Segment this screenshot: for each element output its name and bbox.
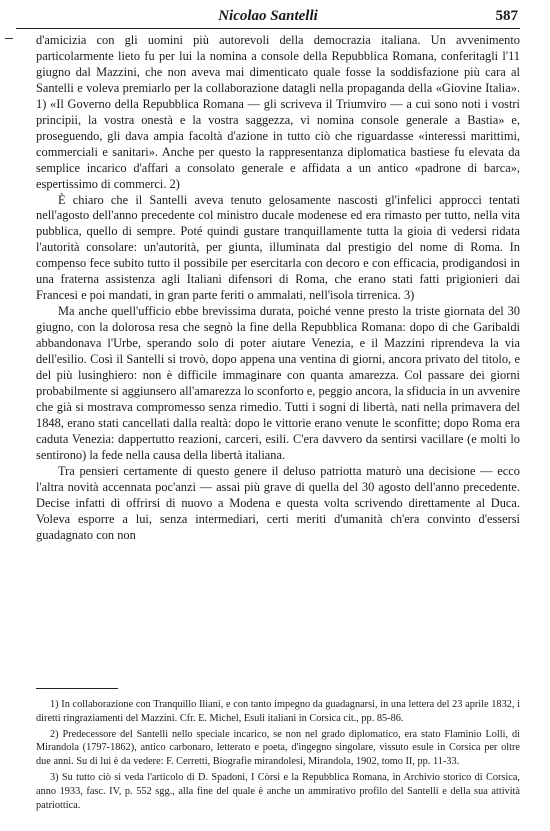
footnote: 3) Su tutto ciò si veda l'articolo di D. Spadoni, I Còrsi e la Repubblica Romana, in Archivio storico di Corsica, anno 1933, fasc. IV, p. 552 sgg., alla fine del quale è anche un ammirativo profilo del Santelli e della sua attività patriottica. [36, 771, 520, 811]
paragraph: Tra pensieri certamente di questo genere il deluso patriotta maturò una decisione — ecco l'altra novità accennata poc'anzi — assai più grave di quella del 30 agosto dell'anno precedente. Decise infatti di offrirsi di nuovo a Modena e questa volta scrivendo direttamente al Duca. Voleva esporre a lui, senza intermediari, certi meriti d'umanità ch'era convinto d'essersi guadagnato con non [36, 463, 520, 542]
page-number: 587 [495, 8, 518, 24]
main-text [36, 33, 520, 544]
paragraph: È chiaro che il Santelli aveva tenuto gelosamente nascosti gl'infelici approcci tentati nell'agosto dell'anno precedente col ministro ducale modenese ed era rimasto per tutto, nella vita pubblica, quello di sempre. Poté quindi gustare tranquillamente tutta la gioia di vedersi ridata l'autorità consolare: un'autorità, per giunta, illuminata dal prestigio del nome di Roma. In compenso fece subito tutto il possibile per esercitarla con decoro e con efficacia, prodigandosi in una fraterna assistenza agli Italiani difensori di Roma, che erano stati fatti prigionieri dai Francesi e poi mandati, in gran parte feriti o ammalati, nell'isola tirrenica. 3) [36, 192, 520, 303]
paragraph: d'amicizia con gli uomini più autorevoli della democrazia italiana. Un avvenimento particolarmente lieto fu per lui la nomina a console della Repubblica Romana, conferitagli l'11 giugno dal Mazzini, che non aveva mai dimenticato quale fosse la soddisfazione più cara al Santelli e voleva premiarlo per la collaborazione datagli nella propaganda della «Giovine Italia». 1) «Il Governo della Repubblica Romana — gli scriveva il Triumviro — a cui sono noti i vostri principii, la vostra onestà e la vostra saggezza, vi nomina console generale a Bastia» e, proseguendo, gli dava ampia facoltà d'azione in tutto ciò che riguardasse «interessi marittimi, commerciali e sanitari». Anche per questo la rappresentanza diplomatica bastiese fu elevata da semplice incarico d'affari a consolato generale e affidata a un antico «padrone di barca», espertissimo di commerci. 2) [36, 33, 520, 191]
footnote-separator [36, 688, 118, 689]
paragraph: Ma anche quell'ufficio ebbe brevissima durata, poiché venne presto la triste giornata del 30 giugno, con la dolorosa resa che segnò la fine della Repubblica Romana: dopo di che Garibaldi abbandonava l'Urbe, sperando solo di poter aiutare Venezia, e il Mazzini riprendeva la via dell'esilio. Così il Santelli si trovò, dopo appena una ventina di giorni, ancora privato del titolo, e del più lusinghiero: non è difficile immaginare con quanta amarezza. Col passare dei giorni probabilmente si aggiunsero all'amarezza lo sconforto e, peggio ancora, la sfiducia in un avvenire che già si mostrava compromesso senza rimedio. Tutti i sogni di libertà, nati nella primavera del 1848, erano stati cancellati dalla realtà: dopo le vittorie erano venute le sconfitte; dopo Roma era caduta Venezia: dappertutto reazioni, carceri, esili. C'era davvero da sentirsi vacillare (e molti lo sentirono) la fede nella causa della libertà italiana. [36, 304, 520, 462]
footnote: 1) In collaborazione con Tranquillo Iliani, e con tanto impegno da guadagnarsi, in una lettera del 23 aprile 1832, i diretti ringraziamenti del Mazzini. Cfr. E. Michel, Esuli italiani in Corsica cit., pp. 85-86. [36, 699, 520, 724]
margin-mark [5, 38, 13, 39]
running-title: Nicolao Santelli [218, 8, 318, 24]
running-header [16, 6, 520, 29]
footnotes [36, 698, 520, 814]
footnote: 2) Predecessore del Santelli nello speciale incarico, se non nel grado diplomatico, era stato Flaminio Lolli, di Mirandola (1797-1862), antico carbonaro, letterato e poeta, d'ingegno singolare, vissuto esule in Corsica per oltre due anni. Su di lui è da vedere: F. Cerretti, Biografie mirandolesi, Mirandola, 1902, tomo II, pp. 11-33. [36, 728, 520, 768]
